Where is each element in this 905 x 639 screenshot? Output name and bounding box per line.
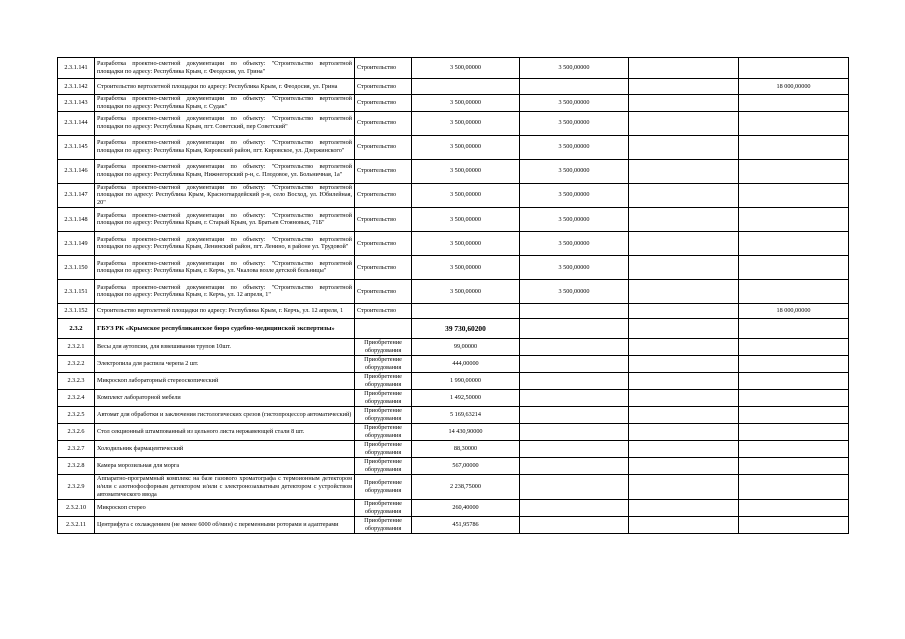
- item-number: 2.3.2.10: [58, 499, 95, 516]
- table-row: [58, 440, 849, 457]
- empty-cell: [739, 457, 849, 474]
- work-type: Строительство: [355, 183, 412, 207]
- amount-col-6: [629, 255, 739, 279]
- work-type: Строительство: [355, 135, 412, 159]
- item-name: Микроскоп стерео: [95, 499, 355, 516]
- table-row: [58, 79, 849, 95]
- amount-col-4: 14 430,90000: [412, 423, 520, 440]
- amount-col-4: 3 500,00000: [412, 159, 520, 183]
- item-name: Стол секционный штампованный из цельного листа нержавеющей стали 8 шт.: [95, 423, 355, 440]
- empty-cell: [629, 406, 739, 423]
- amount-col-7: [739, 159, 849, 183]
- item-number: 2.3.1.151: [58, 279, 95, 303]
- item-name: Весы для аутопсии, для взвешивания трупов 10шт.: [95, 338, 355, 355]
- amount-col-5: 3 500,00000: [520, 135, 629, 159]
- item-number: 2.3.2.6: [58, 423, 95, 440]
- work-type: Приобретение оборудования: [355, 355, 412, 372]
- table-row: [58, 255, 849, 279]
- amount-col-6: [629, 231, 739, 255]
- amount-col-6: [629, 159, 739, 183]
- amount-col-4: 444,00000: [412, 355, 520, 372]
- item-number: 2.3.2.5: [58, 406, 95, 423]
- item-name: Камера морозильная для морга: [95, 457, 355, 474]
- empty-cell: [629, 318, 739, 338]
- work-type: Строительство: [355, 255, 412, 279]
- table-row: [58, 183, 849, 207]
- empty-cell: [739, 423, 849, 440]
- item-name: Разработка проектно-сметной документации по объекту: "Строительство вертолетной площадки по адресу: Республика Крым, пгт. Советский, пер Советский": [95, 111, 355, 135]
- empty-cell: [739, 318, 849, 338]
- amount-col-6: [629, 111, 739, 135]
- table-row: [58, 111, 849, 135]
- amount-col-4: 3 500,00000: [412, 135, 520, 159]
- amount-col-7: [739, 279, 849, 303]
- item-name: Автомат для обработки и заключения гистологических срезов (гистопроцессор автоматический): [95, 406, 355, 423]
- amount-col-5: [520, 79, 629, 95]
- empty-cell: [520, 406, 629, 423]
- empty-cell: [629, 457, 739, 474]
- amount-col-4: 1 990,00000: [412, 372, 520, 389]
- amount-col-5: 3 500,00000: [520, 255, 629, 279]
- item-name: Аппаратно-программный комплекс на базе газового хроматографа с термоионным детектором и/или с азотнофосфорным детектором и/или с электронозахватным детектором с устройством автоматического ввода: [95, 474, 355, 499]
- amount-col-5: 3 500,00000: [520, 111, 629, 135]
- amount-col-5: 3 500,00000: [520, 95, 629, 112]
- empty-cell: [629, 355, 739, 372]
- work-type: Приобретение оборудования: [355, 423, 412, 440]
- amount-col-5: 3 500,00000: [520, 279, 629, 303]
- work-type: Приобретение оборудования: [355, 338, 412, 355]
- item-number: 2.3.1.150: [58, 255, 95, 279]
- item-number: 2.3.1.141: [58, 58, 95, 79]
- amount-col-4: 88,30000: [412, 440, 520, 457]
- amount-col-4: [412, 79, 520, 95]
- empty-cell: [739, 389, 849, 406]
- empty-cell: [739, 440, 849, 457]
- work-type: Строительство: [355, 303, 412, 318]
- item-name: Строительство вертолетной площадки по адресу: Республика Крым, г. Керчь, ул. 12 апреля, 1: [95, 303, 355, 318]
- empty-cell: [629, 389, 739, 406]
- amount-col-5: 3 500,00000: [520, 231, 629, 255]
- table-row: [58, 159, 849, 183]
- item-number: 2.3.2.11: [58, 516, 95, 533]
- empty-cell: [520, 355, 629, 372]
- section-number: 2.3.2: [58, 318, 95, 338]
- table-body: [58, 58, 849, 534]
- table-row: [58, 406, 849, 423]
- work-type: Приобретение оборудования: [355, 406, 412, 423]
- work-type: Приобретение оборудования: [355, 372, 412, 389]
- amount-col-5: [520, 303, 629, 318]
- empty-cell: [520, 516, 629, 533]
- section-row: [58, 318, 849, 338]
- empty-cell: [739, 355, 849, 372]
- amount-col-7: [739, 58, 849, 79]
- amount-col-4: 3 500,00000: [412, 95, 520, 112]
- item-name: Разработка проектно-сметной документации по объекту: "Строительство вертолетной площадки по адресу: Республика Крым, г. Судак": [95, 95, 355, 112]
- item-number: 2.3.1.142: [58, 79, 95, 95]
- amount-col-4: 567,00000: [412, 457, 520, 474]
- work-type: Строительство: [355, 159, 412, 183]
- amount-col-4: 3 500,00000: [412, 183, 520, 207]
- amount-col-7: [739, 255, 849, 279]
- amount-col-4: 2 238,75000: [412, 474, 520, 499]
- item-name: Разработка проектно-сметной документации по объекту: "Строительство вертолетной площадки по адресу: Республика Крым, Нижнегорский р-н, с. Плодовое, ул. Больничная, 1а": [95, 159, 355, 183]
- work-type: Приобретение оборудования: [355, 516, 412, 533]
- item-name: Разработка проектно-сметной документации по объекту: "Строительство вертолетной площадки по адресу: Республика Крым, Красногвардейский р-н, село Восход, ул. Юбилейная, 20": [95, 183, 355, 207]
- item-name: Центрифуга с охлаждением (не менее 6000 об/мин) с переменными роторами и адаптерами: [95, 516, 355, 533]
- empty-cell: [739, 474, 849, 499]
- table-row: [58, 135, 849, 159]
- item-number: 2.3.2.4: [58, 389, 95, 406]
- amount-col-6: [629, 183, 739, 207]
- amount-col-4: 3 500,00000: [412, 58, 520, 79]
- amount-col-7: [739, 95, 849, 112]
- table-row: [58, 338, 849, 355]
- table-row: [58, 389, 849, 406]
- section-type-empty: [355, 318, 412, 338]
- amount-col-5: 3 500,00000: [520, 207, 629, 231]
- item-name: Разработка проектно-сметной документации по объекту: "Строительство вертолетной площадки по адресу: Республика Крым, г. Феодосия, ул. Грина": [95, 58, 355, 79]
- amount-col-4: 451,95786: [412, 516, 520, 533]
- empty-cell: [629, 516, 739, 533]
- work-type: Строительство: [355, 58, 412, 79]
- work-type: Приобретение оборудования: [355, 474, 412, 499]
- empty-cell: [629, 474, 739, 499]
- amount-col-4: 99,00000: [412, 338, 520, 355]
- amount-col-4: 5 169,63214: [412, 406, 520, 423]
- work-type: Строительство: [355, 111, 412, 135]
- empty-cell: [629, 440, 739, 457]
- amount-col-4: 1 492,50000: [412, 389, 520, 406]
- work-type: Строительство: [355, 279, 412, 303]
- empty-cell: [520, 474, 629, 499]
- amount-col-7: [739, 111, 849, 135]
- empty-cell: [520, 338, 629, 355]
- item-number: 2.3.1.144: [58, 111, 95, 135]
- work-type: Приобретение оборудования: [355, 389, 412, 406]
- empty-cell: [520, 499, 629, 516]
- item-number: 2.3.1.152: [58, 303, 95, 318]
- budget-table: [57, 57, 849, 534]
- item-number: 2.3.1.149: [58, 231, 95, 255]
- amount-col-4: 3 500,00000: [412, 207, 520, 231]
- amount-col-6: [629, 279, 739, 303]
- item-number: 2.3.2.9: [58, 474, 95, 499]
- amount-col-7: 18 000,00000: [739, 303, 849, 318]
- item-name: Разработка проектно-сметной документации по объекту: "Строительство вертолетной площадки по адресу: Республика Крым, Кировский район, пгт. Кировское, ул. Дзержинского": [95, 135, 355, 159]
- table-row: [58, 58, 849, 79]
- empty-cell: [629, 338, 739, 355]
- empty-cell: [520, 423, 629, 440]
- item-number: 2.3.2.7: [58, 440, 95, 457]
- section-total: 39 730,60200: [412, 318, 520, 338]
- item-number: 2.3.1.145: [58, 135, 95, 159]
- empty-cell: [520, 389, 629, 406]
- amount-col-6: [629, 58, 739, 79]
- empty-cell: [520, 457, 629, 474]
- amount-col-5: 3 500,00000: [520, 183, 629, 207]
- amount-col-7: [739, 207, 849, 231]
- item-name: Разработка проектно-сметной документации по объекту: "Строительство вертолетной площадки по адресу: Республика Крым, г. Керчь, ул. Чкалова возле детской больницы": [95, 255, 355, 279]
- amount-col-6: [629, 207, 739, 231]
- amount-col-4: [412, 303, 520, 318]
- item-number: 2.3.2.1: [58, 338, 95, 355]
- amount-col-7: [739, 135, 849, 159]
- item-number: 2.3.1.146: [58, 159, 95, 183]
- work-type: Приобретение оборудования: [355, 457, 412, 474]
- work-type: Строительство: [355, 79, 412, 95]
- work-type: Приобретение оборудования: [355, 499, 412, 516]
- amount-col-6: [629, 95, 739, 112]
- amount-col-5: 3 500,00000: [520, 159, 629, 183]
- item-number: 2.3.2.3: [58, 372, 95, 389]
- item-name: Холодильник фармацевтический: [95, 440, 355, 457]
- work-type: Приобретение оборудования: [355, 440, 412, 457]
- amount-col-7: [739, 183, 849, 207]
- item-name: Микроскоп лабораторный стереоскопический: [95, 372, 355, 389]
- empty-cell: [520, 440, 629, 457]
- table-row: [58, 457, 849, 474]
- empty-cell: [629, 372, 739, 389]
- item-number: 2.3.1.148: [58, 207, 95, 231]
- table-row: [58, 474, 849, 499]
- table-row: [58, 95, 849, 112]
- item-number: 2.3.1.143: [58, 95, 95, 112]
- empty-cell: [629, 423, 739, 440]
- empty-cell: [739, 499, 849, 516]
- table-row: [58, 231, 849, 255]
- table-row: [58, 279, 849, 303]
- item-number: 2.3.2.2: [58, 355, 95, 372]
- amount-col-6: [629, 135, 739, 159]
- item-number: 2.3.1.147: [58, 183, 95, 207]
- amount-col-4: 3 500,00000: [412, 231, 520, 255]
- amount-col-4: 3 500,00000: [412, 255, 520, 279]
- document-page: [57, 57, 849, 534]
- empty-cell: [629, 499, 739, 516]
- amount-col-7: 18 000,00000: [739, 79, 849, 95]
- amount-col-6: [629, 79, 739, 95]
- table-row: [58, 207, 849, 231]
- empty-cell: [739, 406, 849, 423]
- amount-col-4: 260,40000: [412, 499, 520, 516]
- empty-cell: [739, 338, 849, 355]
- amount-col-6: [629, 303, 739, 318]
- work-type: Строительство: [355, 207, 412, 231]
- item-name: Комплект лабораторной мебели: [95, 389, 355, 406]
- empty-cell: [520, 372, 629, 389]
- amount-col-4: 3 500,00000: [412, 279, 520, 303]
- table-row: [58, 303, 849, 318]
- item-name: Электропила для распила черепа 2 шт.: [95, 355, 355, 372]
- item-name: Разработка проектно-сметной документации по объекту: "Строительство вертолетной площадки по адресу: Республика Крым, г. Старый Крым, ул. Братьев Стояновых, 71Б": [95, 207, 355, 231]
- table-row: [58, 372, 849, 389]
- item-name: Разработка проектно-сметной документации по объекту: "Строительство вертолетной площадки по адресу: Республика Крым, г. Керчь, ул. 12 апреля, 1": [95, 279, 355, 303]
- table-row: [58, 355, 849, 372]
- item-number: 2.3.2.8: [58, 457, 95, 474]
- table-row: [58, 499, 849, 516]
- empty-cell: [739, 372, 849, 389]
- item-name: Строительство вертолетной площадки по адресу: Республика Крым, г. Феодосия, ул. Грина: [95, 79, 355, 95]
- empty-cell: [520, 318, 629, 338]
- work-type: Строительство: [355, 95, 412, 112]
- empty-cell: [739, 516, 849, 533]
- amount-col-4: 3 500,00000: [412, 111, 520, 135]
- table-row: [58, 516, 849, 533]
- item-name: Разработка проектно-сметной документации по объекту: "Строительство вертолетной площадки по адресу: Республика Крым, Ленинский район, пгт. Ленино, в районе ул. Трудовой": [95, 231, 355, 255]
- table-row: [58, 423, 849, 440]
- amount-col-7: [739, 231, 849, 255]
- amount-col-5: 3 500,00000: [520, 58, 629, 79]
- work-type: Строительство: [355, 231, 412, 255]
- section-name: ГБУЗ РК «Крымское республиканское бюро судебно-медицинской экспертизы»: [95, 318, 355, 338]
